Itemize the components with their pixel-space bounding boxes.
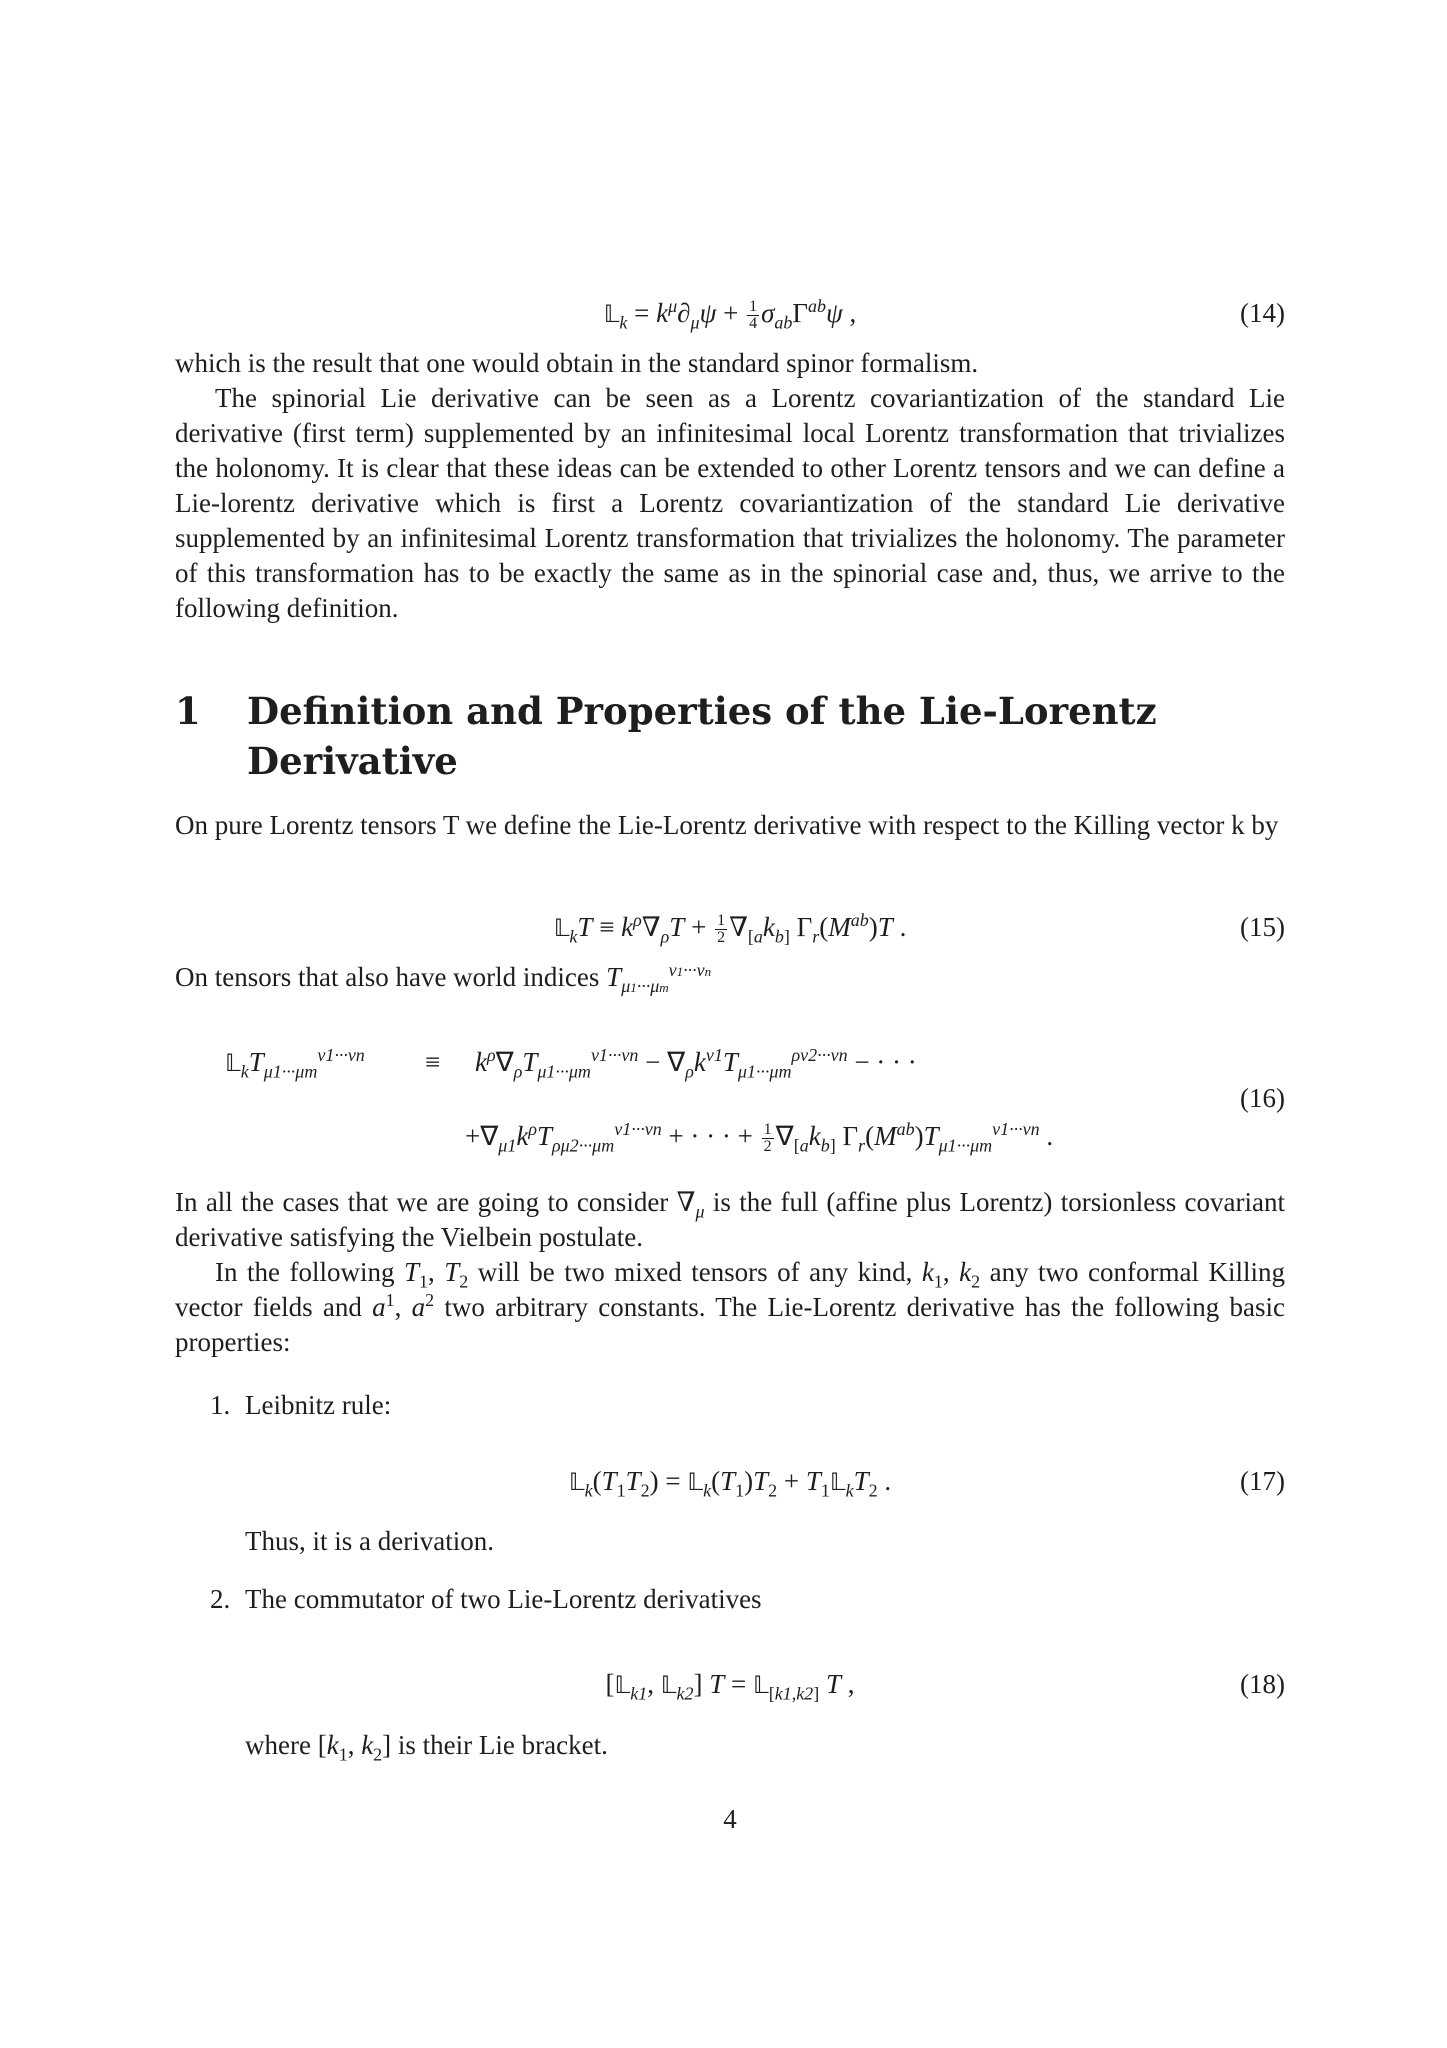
equation-17 [175, 1464, 1285, 1504]
equation-14-body: 𝕃$_k$ = $k^\mu\partial_\mu\psi$ + $\frac{1}{4}$ $\sigma_{ab}\Gamma^{ab}\psi$ , [603, 296, 857, 333]
paragraph-result: which is the result that one would obtain in the standard spinor formalism. [175, 348, 979, 378]
list-item-text: Leibnitz rule: [245, 1390, 392, 1420]
page-number: 4 [723, 1804, 737, 1834]
equation-18-body: [𝕃$_{k1}$, 𝕃$_{k2}$] T = 𝕃$_{[k1,k2]}$ T , [605, 1669, 855, 1704]
section-title: Definition and Properties of the Lie-Lorentz Derivative [247, 689, 1157, 783]
equation-16-line-1: $k^\rho\nabla_\rho T_{\mu 1\cdot\cdot\cdot\mu m}^{\nu 1\cdot\cdot\cdot\nu n} - \nabla_\rho k^{\nu 1}T_{\mu 1\cdot\cdot\cdot\mu m}^{\rho\nu 2\cdot\cdot\cdot\nu n}$ − · · · [475, 1045, 917, 1082]
equation-17-number: (17) [1240, 1466, 1285, 1496]
paragraph-covariant: In all the cases that we are going to consider $\nabla_\mu$ is the full (affine plus Lorentz) torsionless covariant derivative satisfying the Vielbein postulate. [175, 1187, 1286, 1252]
paragraph-properties: In the following $T_1$, $T_2$ will be two mixed tensors of any kind, $k_1$, $k_2$ any two conformal Killing vector fields and $a^1$, $a^2$ two arbitrary constants. The Lie-Lorentz derivative has the following basic properties: [175, 1257, 1285, 1357]
paragraph-world-indices: On tensors that also have world indices $T_{\mu 1\cdot\cdot\cdot\mu m}^{\nu 1\cdot\cdot\cdot\nu n}$ [175, 960, 712, 997]
equation-15-number: (15) [1240, 912, 1285, 942]
list-item-number: 1. [210, 1390, 231, 1420]
equation-16-lhs: $𝕃_kT_{\mu 1\cdot\cdot\cdot\mu m}^{\nu 1\cdot\cdot\cdot\nu n}$ [225, 1045, 365, 1082]
equation-15 [175, 910, 1285, 950]
equation-14 [175, 296, 1285, 336]
paragraph-definition: On pure Lorentz tensors T we define the Lie-Lorentz derivative with respect to the Killing vector k by [175, 810, 1279, 840]
equation-16-number: (16) [1240, 1083, 1285, 1113]
equation-16 [175, 1045, 1285, 1155]
equation-18 [175, 1667, 1285, 1707]
paragraph-lie-bracket: where [$k_1$, $k_2$] is their Lie bracket. [245, 1730, 608, 1765]
list-item-number: 2. [210, 1584, 231, 1614]
equation-14-number: (14) [1240, 298, 1285, 328]
equation-16-equiv: ≡ [425, 1047, 441, 1077]
section-number: 1 [175, 689, 201, 733]
equation-15-body: 𝕃$_k$T ≡ $k^\rho\nabla_\rho T$ + $\frac{1}{2}$ $\nabla_{[a}k_{b]}$ $\Gamma_r(M^{ab})T$ . [553, 910, 907, 947]
paper-page [175, 0, 1285, 2048]
equation-16-line-2: $+\nabla_{\mu 1}k^\rho T_{\rho\mu 2\cdot\cdot\cdot\mu m}^{\nu 1\cdot\cdot\cdot\nu n}$ + · · · + $\frac{1}{2}$ $\nabla_{[a}k_{b]}$ $\Gamma_r(M^{ab})T_{\mu 1\cdot\cdot\cdot\mu m}^{\nu 1\cdot\cdot\cdot\nu n}$ . [465, 1119, 1054, 1156]
paragraph-spinorial: The spinorial Lie derivative can be seen as a Lorentz covariantization of the standard Lie derivative (first term) supplemented by an infinitesimal local Lorentz transformation that trivializes the holonomy. It is clear that these ideas can be extended to other Lorentz tensors and we can define a Lie-lorentz derivative which is first a Lorentz covariantization of the standard Lie derivative supplemented by an infinitesimal Lorentz transformation that trivializes the holonomy. The parameter of this transformation has to be exactly the same as in the spinorial case and, thus, we arrive to the following definition. [175, 383, 1285, 623]
equation-18-number: (18) [1240, 1669, 1285, 1699]
equation-17-body: $𝕃_k(T_1T_2)$ = $𝕃_k(T_1)T_2$ + $T_1𝕃_kT_2$ . [568, 1466, 892, 1501]
paragraph-derivation: Thus, it is a derivation. [245, 1526, 494, 1556]
list-item-text: The commutator of two Lie-Lorentz derivatives [245, 1584, 762, 1614]
